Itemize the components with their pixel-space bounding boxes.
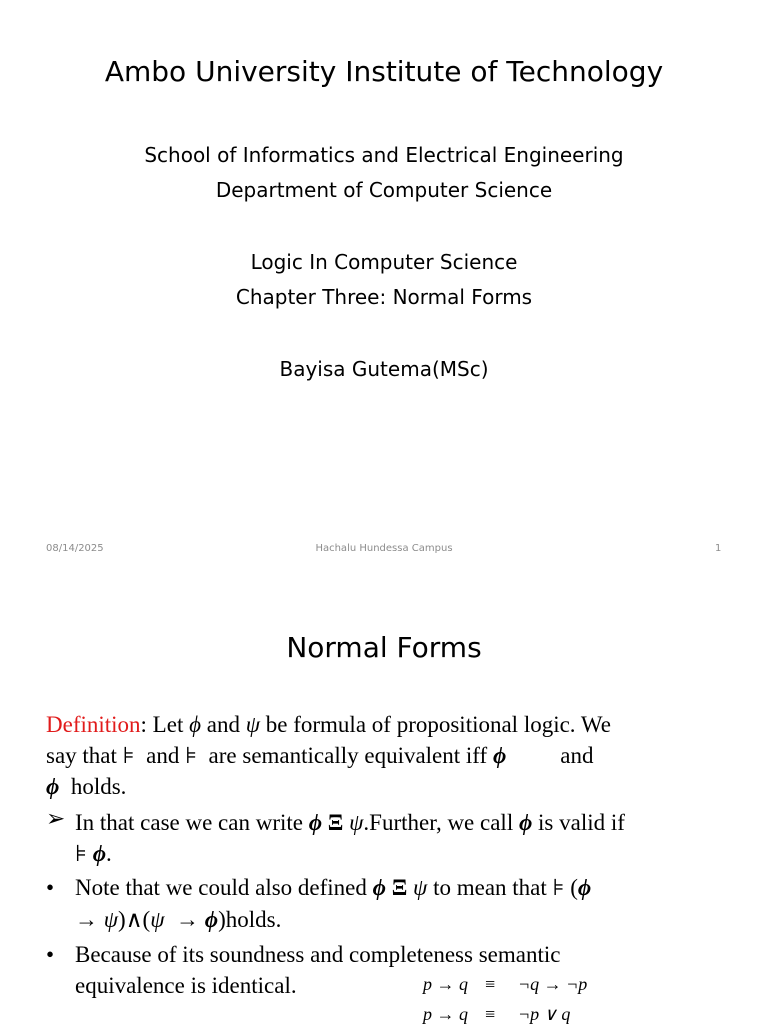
- bullet-2-line-2: → ψ)∧(ψ → ϕ)holds.: [75, 907, 282, 932]
- formula-rhs: ¬p ∨ q: [518, 1004, 571, 1024]
- bullet-2-line-1: Note that we could also defined ϕ Ξ ψ to mean that ⊧ (ϕ: [75, 875, 592, 900]
- equivalence-formula-1: [423, 974, 623, 996]
- footer-campus: Hachalu Hundessa Campus: [315, 543, 453, 554]
- definition-line-2: say that ⊧ and ⊧ are semantically equivalent iff ϕ and: [46, 743, 594, 768]
- author-name: Bayisa Gutema(MSc): [279, 357, 489, 381]
- bullet-3-line-1: Because of its soundness and completeness semantic: [75, 942, 561, 967]
- bullet-1-line-1: In that case we can write ϕ Ξ ψ.Further, we call ϕ is valid if: [75, 810, 625, 835]
- chapter-name: Chapter Three: Normal Forms: [235, 285, 533, 309]
- arrow-bullet-icon: ➢: [46, 806, 66, 831]
- course-name: Logic In Computer Science: [250, 250, 518, 274]
- formula-equiv: ≡: [485, 974, 496, 994]
- definition-label: Definition: [46, 712, 141, 737]
- slide-title: Normal Forms: [286, 631, 482, 664]
- formula-lhs: p → q: [423, 1004, 468, 1024]
- definition-line-1: Definition: Let ϕ and ψ be formula of propositional logic. We: [46, 712, 611, 737]
- footer-date: 08/14/2025: [46, 543, 104, 554]
- bullet-1-line-2: ⊧ ϕ.: [75, 841, 112, 866]
- formula-equiv: ≡: [485, 1004, 496, 1024]
- footer-page-number: 1: [715, 543, 722, 554]
- definition-line-3: ϕ holds.: [46, 774, 127, 799]
- school-name: School of Informatics and Electrical Engineering: [144, 143, 624, 167]
- department-name: Department of Computer Science: [215, 178, 553, 202]
- equivalence-formula-2: [423, 1004, 623, 1026]
- content-slide: [0, 566, 768, 1024]
- dot-bullet-icon: •: [46, 875, 55, 900]
- formula-rhs: ¬q → ¬p: [518, 974, 588, 994]
- institution-title: Ambo University Institute of Technology: [104, 55, 664, 88]
- formula-lhs: p → q: [423, 974, 468, 994]
- bullet-3-line-2: equivalence is identical.: [75, 973, 297, 998]
- dot-bullet-icon: •: [46, 942, 55, 967]
